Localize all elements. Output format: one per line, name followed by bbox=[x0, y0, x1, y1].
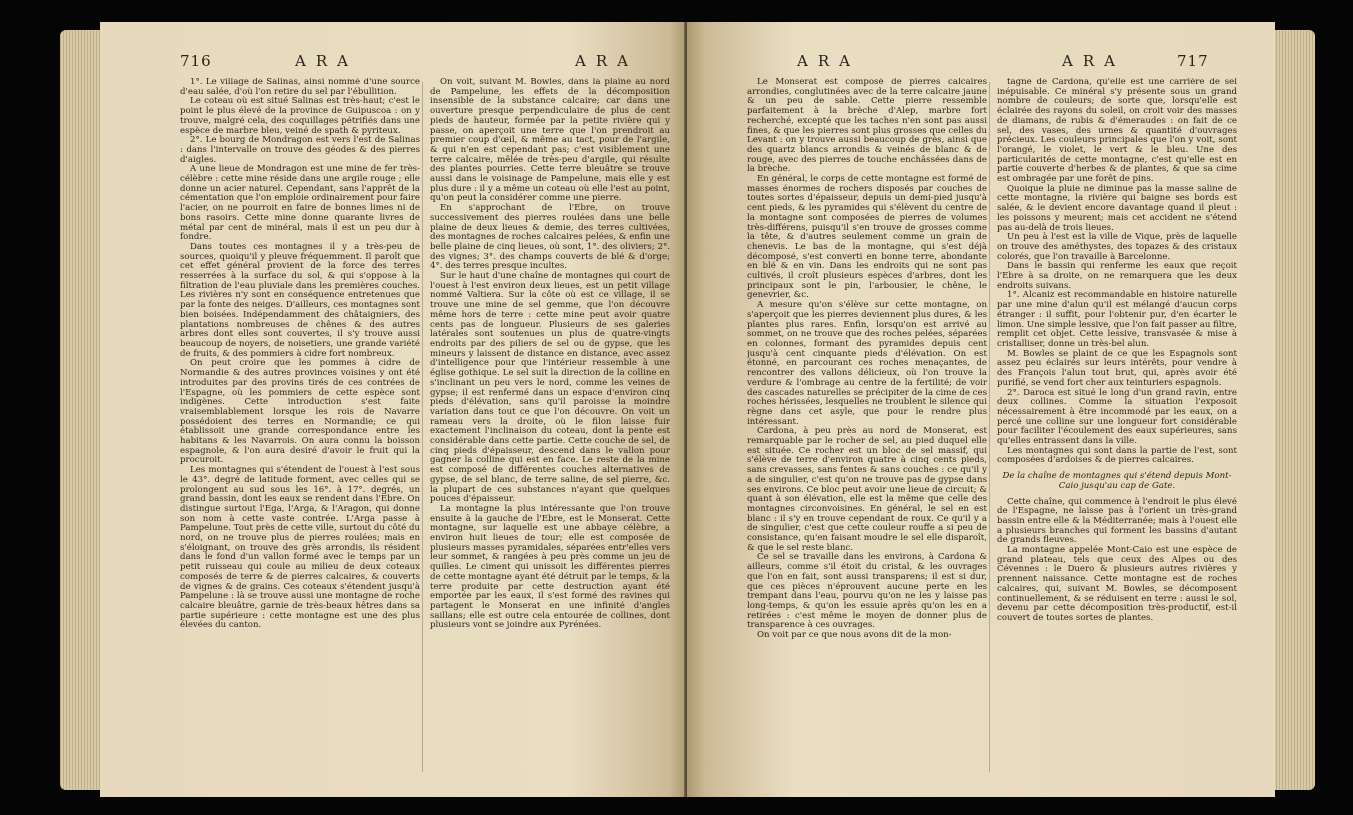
paragraph: Dans toutes ces montagnes il y a très-peu de sources, quoiqu'il y pleuve fréquemment. Il paroît que cet effet général provient de la force des terres resserrées à la surface du sol, & qui s'oppose à la filtration de l'eau pluviale dans les premières couches. Les rivières n'y sont en conséquence entretenues que par la fonte des neiges. D'ailleurs, ces montagnes sont bien boisées. Indépendamment des châtaigniers, des plantations nombreuses de chênes & des autres arbres dont elles sont couvertes, il s'y trouve aussi beaucoup de noyers, de noisetiers, une grande variété de fruits, & des pommiers à cidre fort nombreux. bbox=[180, 241, 420, 359]
page-edges-right bbox=[1271, 30, 1315, 790]
paragraph: Dans le bassin qui renferme les eaux que reçoit l'Ebre à sa droite, on ne remarquera que les deux endroits suivans. bbox=[997, 261, 1237, 291]
paragraph: En s'approchant de l'Ebre, on trouve successivement des pierres roulées dans une belle plaine de deux lieues & demie, des terres cultivées, des montagnes de roches calcaires pelées, & enfin une belle plaine de cinq lieues, où sont, 1°. des oliviers; 2°. des vignes; 3°. des champs couverts de blé & d'orge; 4°. des terres presque incultes. bbox=[430, 203, 670, 272]
paragraph: Quoique la pluie ne diminue pas la masse saline de cette montagne, la rivière qui baigne ses bords est salée, & le devient encore davantage quand il pleut : les poissons y meurent; mais cet accident ne s'étend pas au-delà de trois lieues. bbox=[997, 183, 1237, 233]
column-rule bbox=[989, 82, 990, 772]
page-edges-left bbox=[60, 30, 104, 790]
paragraph: Ce sel se travaille dans les environs, à Cardona & ailleurs, comme s'il étoit du cristal, & les ouvrages que l'on en fait, sont aussi transparens; il est si dur, que ces pièces n'éprouvent aucune perte en les trempant dans l'eau, pourvu qu'on ne les y laisse pas long-temps, & qu'on les essuie après qu'on les en a retirées : c'est même le moyen de donner plus de transparence à ces ouvrages. bbox=[747, 552, 987, 631]
paragraph: Le coteau où est situé Salinas est très-haut; c'est le point le plus élevé de la province de Guipuscoa : on y trouve, malgré cela, des coquillages pétrifiés dans une espèce de marbre bleu, veiné de spath & pyriteux. bbox=[180, 96, 420, 136]
paragraph: La montagne la plus intéressante que l'on trouve ensuite à la gauche de l'Ebre, est le Monserat. Cette montagne, sur laquelle est une abbaye célèbre, a environ huit lieues de tour; elle est composée de plusieurs masses pyramidales, séparées entr'elles vers leur sommet, & rangées à peu près comme un jeu de quilles. Le ciment qui unissoit les différentes pierres de cette montagne ayant été détruit par le temps, & la terre produite par cette destruction ayant été emportée par les eaux, il s'est formé des ravines qui partagent le Monserat en une infinité d'angles saillans; elle est outre cela entourée de collines, dont plusieurs vont se joindre aux Pyrénées. bbox=[430, 503, 670, 631]
paragraph: Les montagnes qui sont dans la partie de l'est, sont composées d'ardoises & de pierres calcaires. bbox=[997, 445, 1237, 466]
right-running-head bbox=[687, 52, 1275, 76]
paragraph: Les montagnes qui s'étendent de l'ouest à l'est sous le 43°. degré de latitude forment, avec celles qui se prolongent au sud sous les 16°. à 17°. degrés, un grand bassin, dont les eaux se rendent dans l'Ebre. On distingue surtout l'Ega, l'Arga, & l'Aragon, qui donne son nom à cette vaste contrée. L'Arga passe à Pampelune. Tout près de cette ville, surtout du côté du nord, on ne trouve plus de pierres roulées; mais en s'éloignant, on trouve des grès arrondis, ils résident dans le fond d'un vallon formé avec le temps par un petit ruisseau qui coule au milieu de deux coteaux composés de terre & de pierres calcaires, & couverts de vignes & de grains. Ces coteaux s'étendent jusqu'à Pampelune : là se trouve aussi une montagne de roche calcaire bleuâtre, garnie de très-beaux hêtres dans sa partie supérieure : cette montagne est une des plus élevées du canton. bbox=[180, 465, 420, 631]
left-running-head bbox=[100, 52, 687, 76]
right-column-1 bbox=[747, 78, 987, 778]
left-running-title-1: ARA bbox=[295, 52, 358, 70]
paragraph: 2°. Daroca est situé le long d'un grand ravin, entre deux collines. Comme la situation l'exposoit nécessairement à être incommodé par les eaux, on a percé une colline sur une longueur fort considérable pour faciliter l'écoulement des eaux supérieures, sans qu'elles entrassent dans la ville. bbox=[997, 387, 1237, 447]
paragraph: Un peu à l'est est la ville de Vique, près de laquelle on trouve des améthystes, des topazes & des cristaux colorés, que l'on travaille à Barcelonne. bbox=[997, 232, 1237, 262]
paragraph: A mesure qu'on s'élève sur cette montagne, on s'aperçoit que les pierres deviennent plus dures, & les plantes plus rares. Enfin, lorsqu'on est arrivé au sommet, on ne trouve que des roches pelées, séparées en colonnes, formant des pyramides depuis cent jusqu'à cent cinquante pieds d'élévation. On est étonné, en parcourant ces roches menaçantes, de rencontrer des vallons délicieux, où l'on trouve la verdure & l'ombrage au centre de la fertilité; de voir des cascades naturelles se précipiter de la cime de ces roches hérissées, lesquelles ne troublent le silence qui règne dans cet asyle, que pour le rendre plus intéressant. bbox=[747, 300, 987, 427]
paragraph: On voit, suivant M. Bowles, dans la plaine au nord de Pampelune, les effets de la décomposition insensible de la substance calcaire; car dans une ouverture presque perpendiculaire de plus de cent pieds de hauteur, formée par la petite rivière qui y passe, on aperçoit une terre que l'on prendroit au premier coup d'œil, & même au tact, pour de l'argile, & qui n'en est cependant pas; c'est visiblement une terre calcaire, mêlée de très-peu d'argile, qui résulte des plantes pourries. Cette terre bleuâtre se trouve aussi dans le voisinage de Pampelune, mais elle y est plus dure : il y a même un coteau où elle l'est au point, qu'on peut la considérer comme une pierre. bbox=[430, 78, 670, 204]
paragraph: tagne de Cardona, qu'elle est une carrière de sel inépuisable. Ce minéral s'y présente sous un grand nombre de couleurs; de sorte que, lorsqu'elle est éclairée des rayons du soleil, on croit voir des masses de diamans, de rubis & d'émeraudes : on fait de ce sel, des vases, des urnes & quantité d'ouvrages précieux. Les couleurs principales que l'on y voit, sont l'orangé, le violet, le vert & le bleu. Une des particularités de cette montagne, c'est qu'elle est en partie couverte d'herbes & de plantes, & que sa cime est ombragée par une forêt de pins. bbox=[997, 78, 1237, 185]
left-column-1 bbox=[180, 78, 420, 778]
left-page-number: 716 bbox=[180, 52, 212, 70]
paragraph: Le Monserat est composé de pierres calcaires arrondies, conglutinées avec de la terre calcaire jaune & un peu de sable. Cette pierre ressemble parfaitement à la brèche d'Alep, marbre fort recherché, excepté que les taches n'en sont pas aussi fines, & que les pierres sont plus grosses que celles du Levant : on y trouve aussi beaucoup de grès, ainsi que des quartz blancs arrondis & veinés de blanc & de rouge, avec des pierres de touche enchâssées dans de la brèche. bbox=[747, 78, 987, 175]
right-page bbox=[687, 22, 1275, 797]
paragraph: M. Bowles se plaint de ce que les Espagnols sont assez peu éclairés sur leurs intérêts, pour vendre à des François l'alun tout brut, qui, après avoir été purifié, se vend fort cher aux teinturiers espagnols. bbox=[997, 348, 1237, 388]
paragraph: 2°. Le bourg de Mondragon est vers l'est de Salinas : dans l'intervalle on trouve des géodes & des pierres d'aigles. bbox=[180, 135, 420, 165]
paragraph: Cardona, à peu près au nord de Monserat, est remarquable par le rocher de sel, au pied duquel elle est située. Ce rocher est un bloc de sel massif, qui s'élève de terre d'environ quatre à cinq cents pieds, sans crevasses, sans fentes & sans couches : ce qu'il y a de singulier, c'est qu'on ne trouve pas de gypse dans ses environs. Ce bloc peut avoir une lieue de circuit; & quant à son élévation, elle est la même que celle des montagnes circonvoisines. En général, le sel en est blanc : il s'y en trouve cependant de roux. Ce qu'il y a de singulier, c'est que cette couleur rouffe a si peu de consistance, qu'en faisant moudre le sel elle disparoît, & que le sel reste blanc. bbox=[747, 426, 987, 553]
paragraph: On voit par ce que nous avons dit de la mon- bbox=[757, 630, 952, 641]
paragraph: Sur le haut d'une chaîne de montagnes qui court de l'ouest à l'est environ deux lieues, est un petit village nommé Valtiera. Sur la côte où est ce village, il se trouve une mine de sel gemme, que l'on découvre même hors de terre : cette mine peut avoir quatre cents pas de longueur. Plusieurs de ses galeries latérales sont soutenues un plus de quatre-vingts endroits par des piliers de sel ou de gypse, que les mineurs y laissent de distance en distance, avec assez d'intelligence pour que l'intérieur ressemble à une église gothique. Le sel suit la direction de la colline en s'inclinant un peu vers le nord, comme les veines de gypse; il est renfermé dans un espace d'environ cinq pieds d'élévation, sans qu'il paroisse la moindre variation dans tout ce que l'on découvre. On voit un rameau vers la droite, où le filon laisse fuir exactement l'inclinaison du coteau, dont la pente est considérable dans cette partie. Cette couche de sel, de cinq pieds d'épaisseur, descend dans le vallon pour gagner la colline qui est en face. Le reste de la mine est composé de différentes couches alternatives de gypse, de sel blanc, de terre saline, de sel pierre, &c. la plupart de ces substances n'ayant que quelques pouces d'épaisseur. bbox=[430, 271, 670, 505]
paragraph: En général, le corps de cette montagne est formé de masses énormes de rochers disposés par couches de toutes sortes d'épaisseur, depuis un demi-pied jusqu'à cent pieds, & les pyramides qui s'élèvent du centre de la montagne sont composées de pierres de volumes très-différens, puisqu'il s'en trouve de grosses comme la tête, & d'autres seulement comme un grain de chenevis. Le bas de la montagne, qui s'est déjà décomposé, s'est converti en bonne terre, abondante en blé & en vin. Dans les endroits qui ne sont pas cultivés, il croît plusieurs espèces d'arbres, dont les principaux sont le pin, l'arbousier, le chêne, le genevrier, &c. bbox=[747, 174, 987, 301]
column-rule bbox=[422, 82, 423, 772]
left-column-2 bbox=[430, 78, 670, 778]
right-column-2 bbox=[997, 78, 1237, 778]
paragraph: A une lieue de Mondragon est une mine de fer très-célèbre : cette mine réside dans une argile rouge ; elle donne un acier naturel. Cependant, sans l'apprêt de la cémentation que l'on emploie ordinairement pour faire l'acier, on ne pourroit en faire de bonnes limes ni de bons rasoirs. Cette mine donne quarante livres de métal par cent de minéral, mais il est un peu dur à fondre. bbox=[180, 164, 420, 243]
left-running-title-2: ARA bbox=[575, 52, 638, 70]
section-heading: De la chaîne de montagnes qui s'étend depuis Mont-Caio jusqu'au cap de Gate. bbox=[1002, 471, 1232, 491]
right-running-title-2: ARA bbox=[1062, 52, 1125, 70]
paragraph: 1°. Alcaniz est recommandable en histoire naturelle par une mine d'alun qu'il est mélangé d'aucun corps étranger : il suffit, pour l'obtenir pur, d'en écarter le limon. Une simple lessive, que l'on fait passer au filtre, remplit cet objet. Cette lessive, transvasée & mise à cristalliser, donne un très-bel alun. bbox=[997, 290, 1237, 349]
paragraph: 1°. Le village de Salinas, ainsi nommé d'une source d'eau salée, d'où l'on retire du sel par l'ébullition. bbox=[180, 78, 420, 97]
paragraph: La montagne appelée Mont-Caio est une espèce de grand plateau, tels que ceux des Alpes ou des Cévennes : le Duero & plusieurs autres rivières y prennent naissance. Cette montagne est de roches calcaires, qui, suivant M. Bowles, se décomposent continuellement, & se réduisent en terre : aussi le sol, devenu par cette décomposition très-productif, est-il couvert de toutes sortes de plantes. bbox=[997, 545, 1237, 623]
right-running-title-1: ARA bbox=[797, 52, 860, 70]
left-page bbox=[100, 22, 687, 797]
open-book bbox=[60, 22, 1315, 797]
right-page-number: 717 bbox=[1177, 52, 1209, 70]
paragraph: Cette chaîne, qui commence à l'endroit le plus élevé de l'Espagne, ne laisse pas à l'orient un très-grand bassin entre elle & la Méditerranée; mais à l'ouest elle a plusieurs branches qui forment les bassins d'autant de grands fleuves. bbox=[997, 496, 1237, 546]
paragraph: On peut croire que les pommes à cidre de Normandie & des autres provinces voisines y ont été introduites par des provins tirés de ces contrées de l'Espagne, où les pommiers de cette espèce sont indigènes. Cette introduction s'est faite vraisemblablement lorsque les rois de Navarre possédoient des terres en Normandie; ce qui établissoit une grande correspondance entre les habitans & les Navarrois. On aura connu la boisson espagnole, & l'on aura desiré d'avoir le fruit qui la procuroit. bbox=[180, 358, 420, 466]
